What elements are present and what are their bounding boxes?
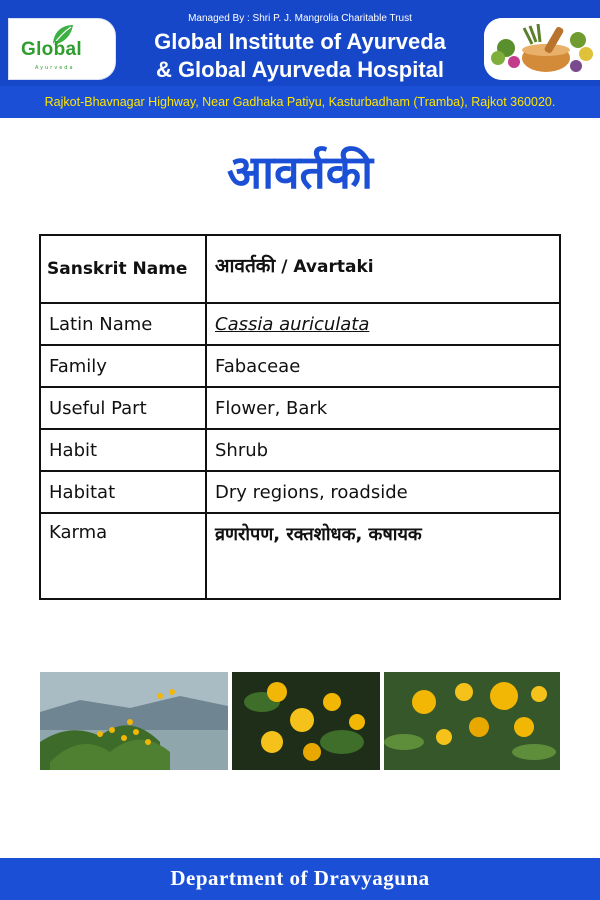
table-row [40, 429, 560, 471]
table-row-sanskrit [40, 235, 560, 303]
sanskrit-devanagari: आवर्तकी [215, 255, 276, 277]
institute-title-line2: & Global Ayurveda Hospital [155, 57, 445, 82]
sanskrit-name-value [206, 235, 560, 303]
row-label: Useful Part [40, 387, 206, 429]
row-label: Karma [40, 513, 206, 599]
plant-title: आवर्तकी [226, 145, 374, 199]
department-name: Department of Dravyaguna [170, 866, 430, 890]
row-label: Habitat [40, 471, 206, 513]
row-label: Family [40, 345, 206, 387]
row-value: Flower, Bark [206, 387, 560, 429]
table-row [40, 513, 560, 599]
row-label: Habit [40, 429, 206, 471]
row-label: Latin Name [40, 303, 206, 345]
address-text: Rajkot-Bhavnagar Highway, Near Gadhaka Patiyu, Kasturbadham (Tramba), Rajkot 360020. [44, 95, 556, 109]
logo-subtext: Ayurveda [35, 65, 75, 71]
logo-text: Global [21, 39, 82, 60]
plant-photo-closeup [384, 672, 560, 770]
managed-by-text: Managed By : Shri P. J. Mangrolia Charitable Trust [188, 13, 412, 24]
row-value: Fabaceae [206, 345, 560, 387]
karma-value: व्रणरोपण, रक्तशोधक, कषायक [206, 513, 560, 599]
table-row [40, 345, 560, 387]
plant-photo-landscape [40, 672, 228, 770]
row-value [206, 303, 560, 345]
institute-title-line1: Global Institute of Ayurveda [154, 29, 446, 54]
latin-name-value: Cassia auriculata [215, 313, 370, 335]
table-row [40, 387, 560, 429]
table-row [40, 303, 560, 345]
plant-photo-flowers [232, 672, 380, 770]
plant-info-table [39, 234, 561, 600]
sanskrit-transliteration: / Avartaki [275, 257, 374, 277]
table-row [40, 471, 560, 513]
row-value: Shrub [206, 429, 560, 471]
sanskrit-name-label: Sanskrit Name [40, 235, 206, 303]
row-value: Dry regions, roadside [206, 471, 560, 513]
herbs-mortar-image [484, 18, 600, 80]
